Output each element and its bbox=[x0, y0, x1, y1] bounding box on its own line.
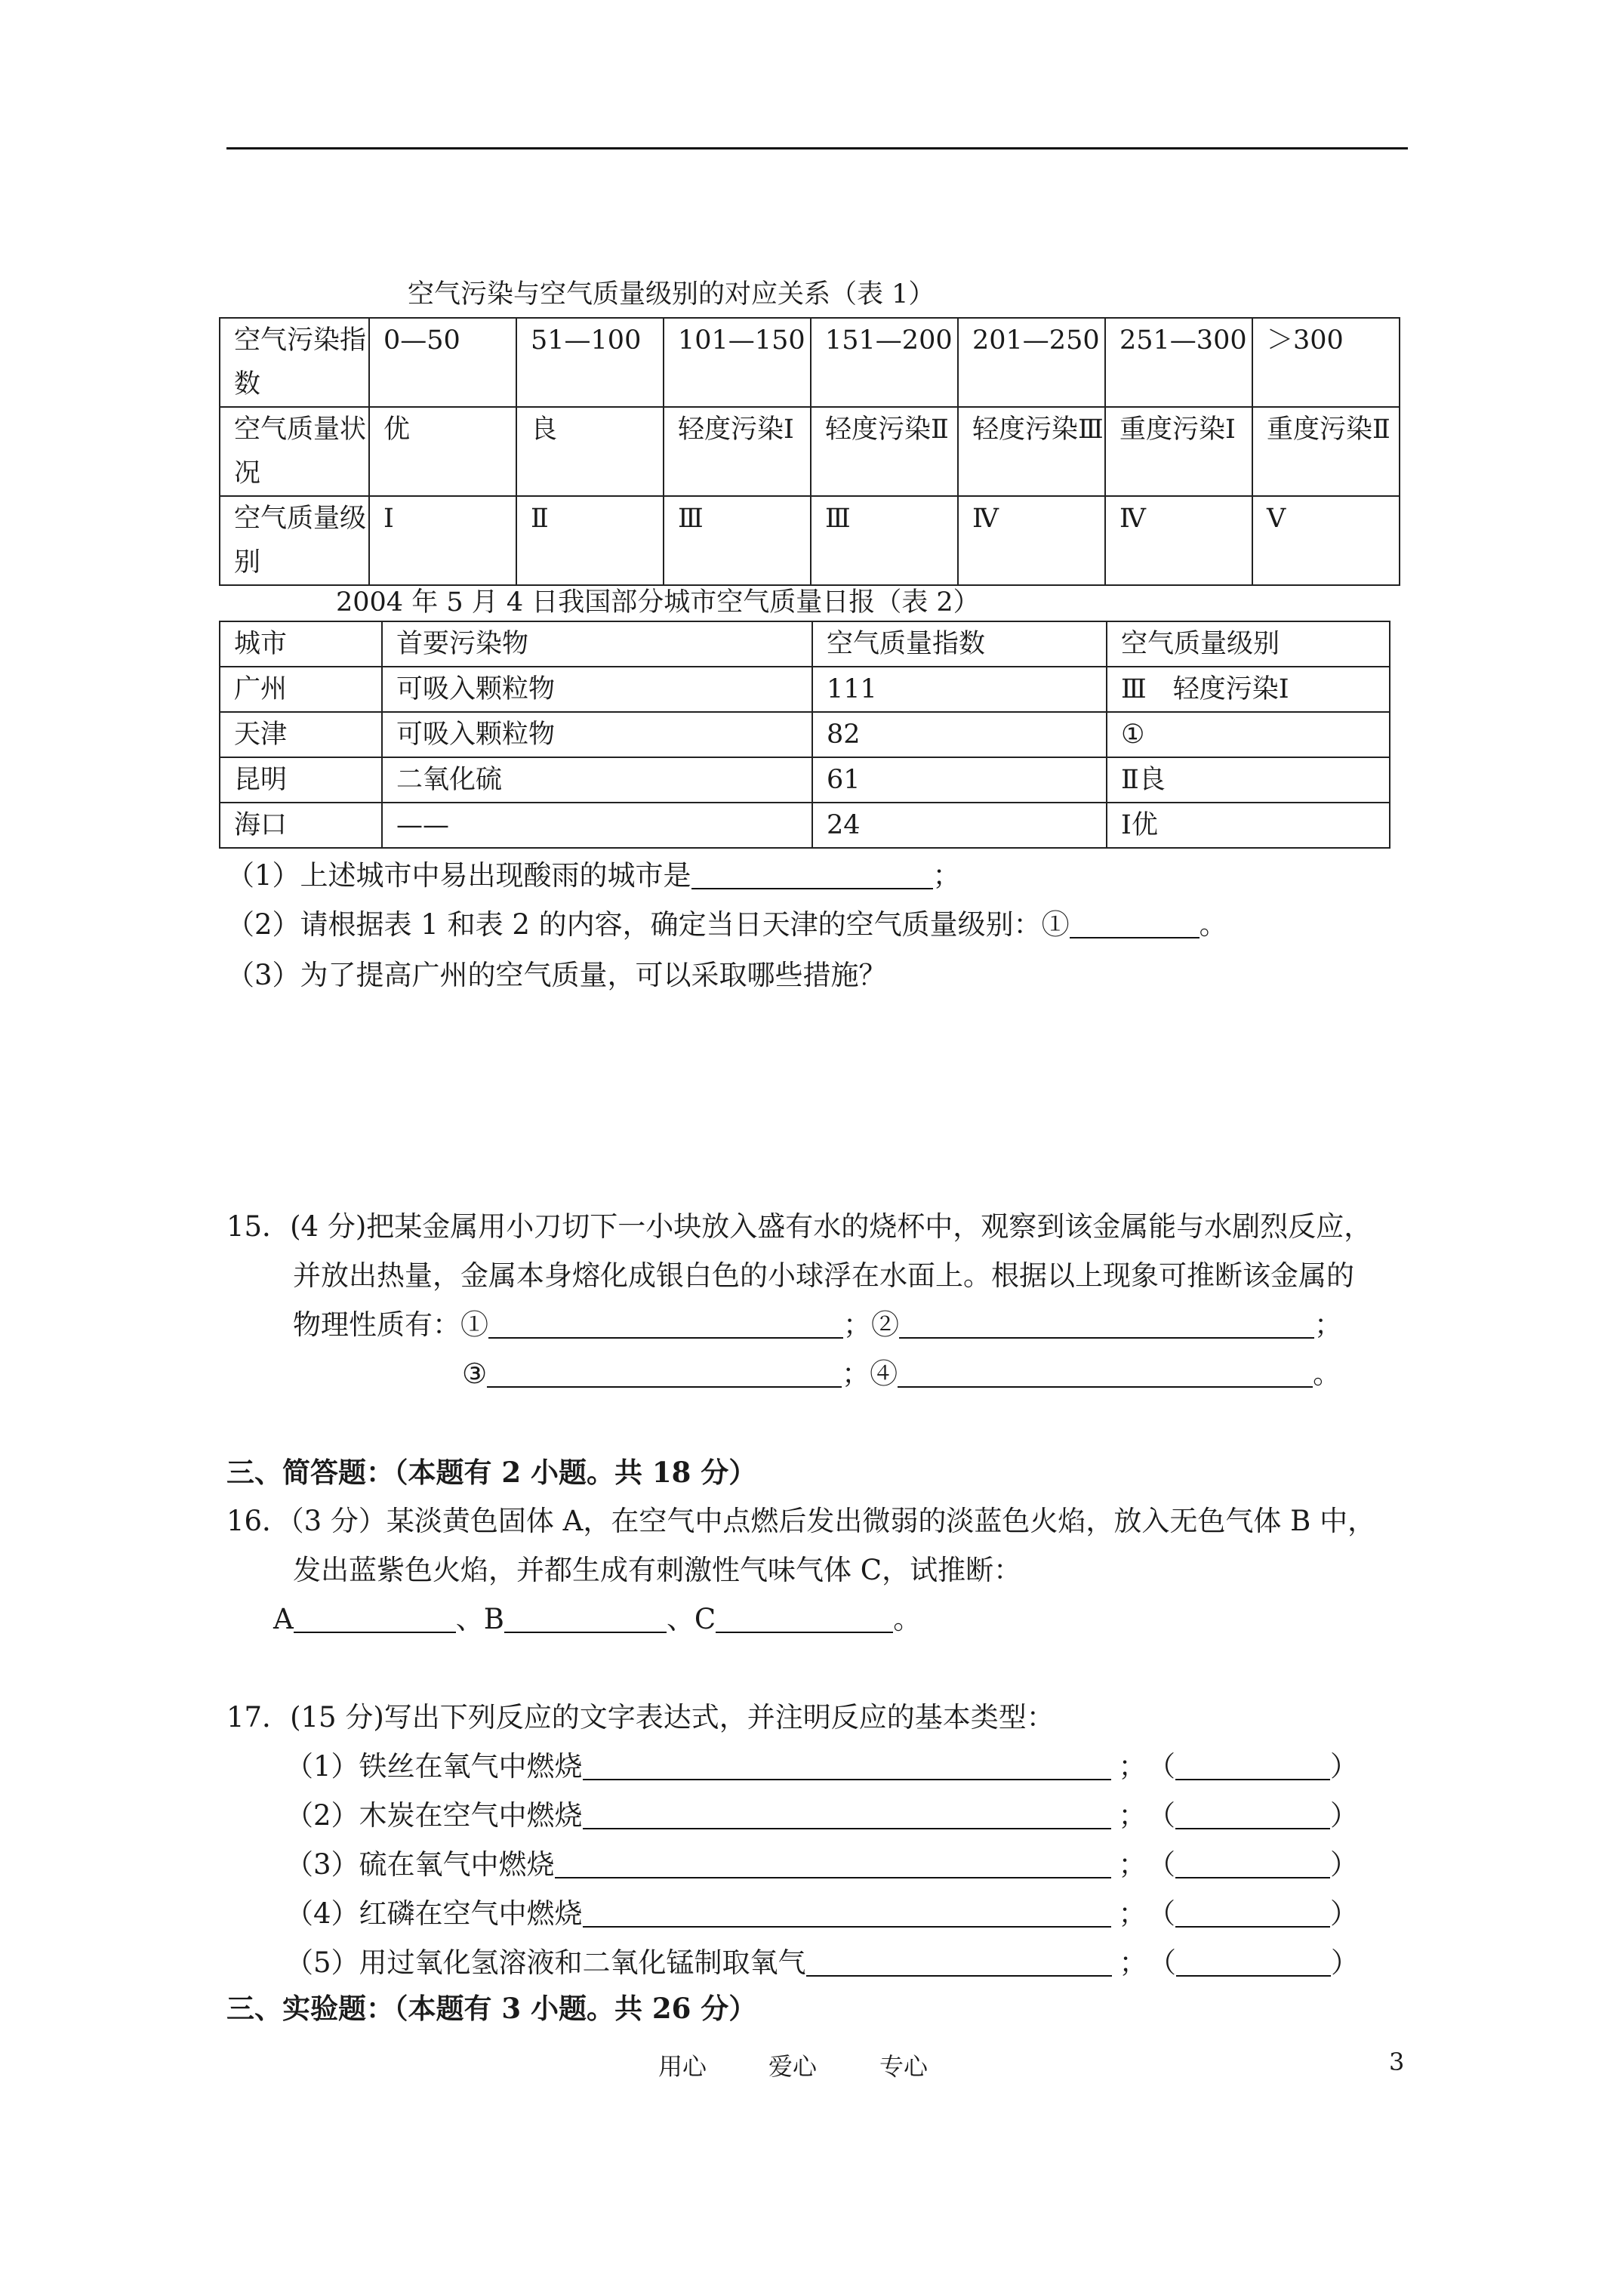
table-cell: Ⅲ bbox=[664, 496, 811, 585]
table-cell: 广州 bbox=[220, 667, 382, 712]
punctuation: ） bbox=[1330, 1848, 1359, 1881]
answer-blank[interactable] bbox=[504, 1604, 667, 1633]
table-cell: 轻度污染Ⅲ bbox=[958, 407, 1105, 496]
punctuation: （ bbox=[1161, 1897, 1176, 1930]
reaction-type-blank[interactable] bbox=[1175, 1850, 1330, 1878]
q14-part3: （3）为了提高广州的空气质量，可以采取哪些措施？ bbox=[226, 959, 887, 991]
punctuation: ） bbox=[1330, 1750, 1359, 1783]
answer-blank[interactable] bbox=[583, 1899, 1111, 1928]
table-cell: 轻度污染Ⅰ bbox=[664, 407, 811, 496]
table-cell: ① bbox=[1107, 712, 1390, 757]
table-row bbox=[220, 496, 1400, 585]
table-cell: 101—150 bbox=[664, 318, 811, 407]
table-cell: 251—300 bbox=[1105, 318, 1252, 407]
q17-title: 17．(15 分)写出下列反应的文字表达式，并注明反应的基本类型： bbox=[226, 1701, 1055, 1734]
table-cell: 昆明 bbox=[220, 757, 382, 803]
table-cell: Ⅱ良 bbox=[1107, 757, 1390, 803]
reaction-type-blank[interactable] bbox=[1176, 1948, 1331, 1977]
punctuation: 。 bbox=[1199, 908, 1227, 941]
q17-item bbox=[285, 1740, 1358, 1793]
table-cell: 51—100 bbox=[516, 318, 664, 407]
punctuation: ） bbox=[1331, 1946, 1360, 1979]
q14-part1 bbox=[226, 849, 961, 902]
answer-blank[interactable] bbox=[294, 1604, 456, 1633]
table-cell: Ⅰ bbox=[369, 496, 516, 585]
table-cell: 空气污染指数 bbox=[220, 318, 369, 407]
table-cell: Ⅰ优 bbox=[1107, 803, 1390, 848]
table-cell: Ⅳ bbox=[1105, 496, 1252, 585]
table-cell: ＞300 bbox=[1252, 318, 1400, 407]
table-row bbox=[220, 803, 1390, 848]
section-heading-experiments: 三、实验题：（本题有 3 小题。共 26 分） bbox=[226, 1992, 757, 2025]
q17-item bbox=[285, 1888, 1358, 1940]
table-cell: 优 bbox=[369, 407, 516, 496]
punctuation: 。 bbox=[1313, 1358, 1341, 1390]
answer-blank[interactable] bbox=[691, 861, 933, 889]
table-cell: Ⅴ bbox=[1252, 496, 1400, 585]
table-row bbox=[220, 757, 1390, 803]
table-cell: 111 bbox=[812, 667, 1107, 712]
q15-line4 bbox=[462, 1348, 1341, 1401]
q16-b-label: 、B bbox=[455, 1603, 504, 1635]
q14-part1-text: （1）上述城市中易出现酸雨的城市是 bbox=[226, 859, 691, 892]
answer-blank[interactable] bbox=[899, 1310, 1314, 1339]
reaction-type-blank[interactable] bbox=[1175, 1752, 1330, 1780]
punctuation: ； bbox=[1118, 1799, 1147, 1832]
punctuation: ） bbox=[1330, 1897, 1359, 1930]
punctuation: （ bbox=[1162, 1946, 1177, 1979]
table-cell: 海口 bbox=[220, 803, 382, 848]
q16-c-label: 、C bbox=[666, 1603, 716, 1635]
table-cell: 24 bbox=[812, 803, 1107, 848]
table-row bbox=[220, 318, 1400, 407]
q17-item-text: （2）木炭在空气中燃烧 bbox=[285, 1799, 583, 1832]
table-cell: 151—200 bbox=[811, 318, 958, 407]
q16-answers bbox=[273, 1593, 921, 1646]
q15-line1: 15．(4 分)把某金属用小刀切下一小块放入盛有水的烧杯中，观察到该金属能与水剧烈反应， bbox=[226, 1210, 1372, 1243]
header-rule bbox=[226, 147, 1408, 149]
reaction-type-blank[interactable] bbox=[1175, 1899, 1330, 1928]
q16-line1: 16．（3 分）某淡黄色固体 A，在空气中点燃后发出微弱的淡蓝色火焰，放入无色气体 B 中， bbox=[226, 1505, 1376, 1537]
table-header-cell: 空气质量级别 bbox=[1107, 621, 1390, 667]
punctuation: ； bbox=[1314, 1308, 1342, 1341]
table-row bbox=[220, 667, 1390, 712]
table-cell: 轻度污染Ⅱ bbox=[811, 407, 958, 496]
q15-line2: 并放出热量，金属本身熔化成银白色的小球浮在水面上。根据以上现象可推断该金属的 bbox=[293, 1259, 1354, 1292]
q15-mark3: ③ bbox=[462, 1358, 488, 1390]
q17-item bbox=[285, 1789, 1358, 1842]
table-header-cell: 首要污染物 bbox=[382, 621, 812, 667]
answer-blank[interactable] bbox=[806, 1948, 1112, 1977]
punctuation: ； bbox=[932, 859, 961, 892]
q15-mark4: ；④ bbox=[842, 1358, 898, 1390]
table1-caption: 空气污染与空气质量级别的对应关系（表 1） bbox=[408, 279, 935, 310]
footer-word: 专心 bbox=[879, 2052, 929, 2081]
punctuation: ； bbox=[1119, 1946, 1147, 1979]
table-cell: Ⅳ bbox=[958, 496, 1105, 585]
answer-blank[interactable] bbox=[716, 1604, 893, 1633]
punctuation: ； bbox=[1118, 1897, 1147, 1930]
footer-word: 爱心 bbox=[768, 2052, 818, 2081]
table-cell: 61 bbox=[812, 757, 1107, 803]
table-cell: Ⅱ bbox=[516, 496, 664, 585]
table-cell: 天津 bbox=[220, 712, 382, 757]
section-heading-short-answer: 三、简答题：（本题有 2 小题。共 18 分） bbox=[226, 1456, 757, 1489]
table-cell: —— bbox=[382, 803, 812, 848]
answer-blank[interactable] bbox=[583, 1752, 1111, 1780]
table-cell: 82 bbox=[812, 712, 1107, 757]
q15-line3 bbox=[293, 1299, 1342, 1351]
air-pollution-index-table bbox=[219, 317, 1400, 586]
table-cell: 重度污染Ⅰ bbox=[1105, 407, 1252, 496]
table-cell: 空气质量状况 bbox=[220, 407, 369, 496]
answer-blank[interactable] bbox=[898, 1359, 1313, 1388]
punctuation: ； bbox=[1118, 1750, 1147, 1783]
table-header-row bbox=[220, 621, 1390, 667]
punctuation: （ bbox=[1161, 1848, 1176, 1881]
punctuation: 。 bbox=[893, 1603, 922, 1635]
punctuation: （ bbox=[1161, 1799, 1176, 1832]
table-cell: 可吸入颗粒物 bbox=[382, 712, 812, 757]
table-cell: 空气质量级别 bbox=[220, 496, 369, 585]
table-cell: 良 bbox=[516, 407, 664, 496]
table-cell: Ⅲ bbox=[811, 496, 958, 585]
table-cell: 0—50 bbox=[369, 318, 516, 407]
q17-item bbox=[285, 1838, 1358, 1891]
table-header-cell: 空气质量指数 bbox=[812, 621, 1107, 667]
punctuation: （ bbox=[1161, 1750, 1176, 1783]
q17-item-text: （3）硫在氧气中燃烧 bbox=[285, 1848, 555, 1881]
answer-blank[interactable] bbox=[487, 1359, 842, 1388]
table-cell: 可吸入颗粒物 bbox=[382, 667, 812, 712]
table2-caption: 2004 年 5 月 4 日我国部分城市空气质量日报（表 2） bbox=[336, 587, 980, 618]
answer-blank[interactable] bbox=[1070, 910, 1200, 938]
city-air-quality-table bbox=[219, 621, 1390, 849]
answer-blank[interactable] bbox=[583, 1801, 1111, 1829]
table-header-cell: 城市 bbox=[220, 621, 382, 667]
q16-a-label: A bbox=[273, 1603, 294, 1635]
page-number: 3 bbox=[1389, 2048, 1405, 2076]
q16-line2: 发出蓝紫色火焰，并都生成有刺激性气味气体 C，试推断： bbox=[293, 1554, 1022, 1586]
table-cell: 重度污染Ⅱ bbox=[1252, 407, 1400, 496]
reaction-type-blank[interactable] bbox=[1175, 1801, 1330, 1829]
q17-item-text: （5）用过氧化氢溶液和二氧化锰制取氧气 bbox=[285, 1946, 806, 1979]
punctuation: ） bbox=[1330, 1799, 1359, 1832]
q15-label: 物理性质有：① bbox=[293, 1308, 488, 1341]
punctuation: ； bbox=[1118, 1848, 1147, 1881]
table-cell: 201—250 bbox=[958, 318, 1105, 407]
q14-part2-text: （2）请根据表 1 和表 2 的内容，确定当日天津的空气质量级别：① bbox=[226, 908, 1070, 941]
table-cell: Ⅲ 轻度污染Ⅰ bbox=[1107, 667, 1390, 712]
table-cell: 二氧化硫 bbox=[382, 757, 812, 803]
answer-blank[interactable] bbox=[555, 1850, 1111, 1878]
footer-word: 用心 bbox=[658, 2052, 707, 2081]
answer-blank[interactable] bbox=[488, 1310, 843, 1339]
q15-mark2: ；② bbox=[843, 1308, 899, 1341]
table-row bbox=[220, 407, 1400, 496]
table-row bbox=[220, 712, 1390, 757]
q17-item-text: （1）铁丝在氧气中燃烧 bbox=[285, 1750, 583, 1783]
q17-item-text: （4）红磷在空气中燃烧 bbox=[285, 1897, 583, 1930]
q14-part2 bbox=[226, 898, 1227, 951]
